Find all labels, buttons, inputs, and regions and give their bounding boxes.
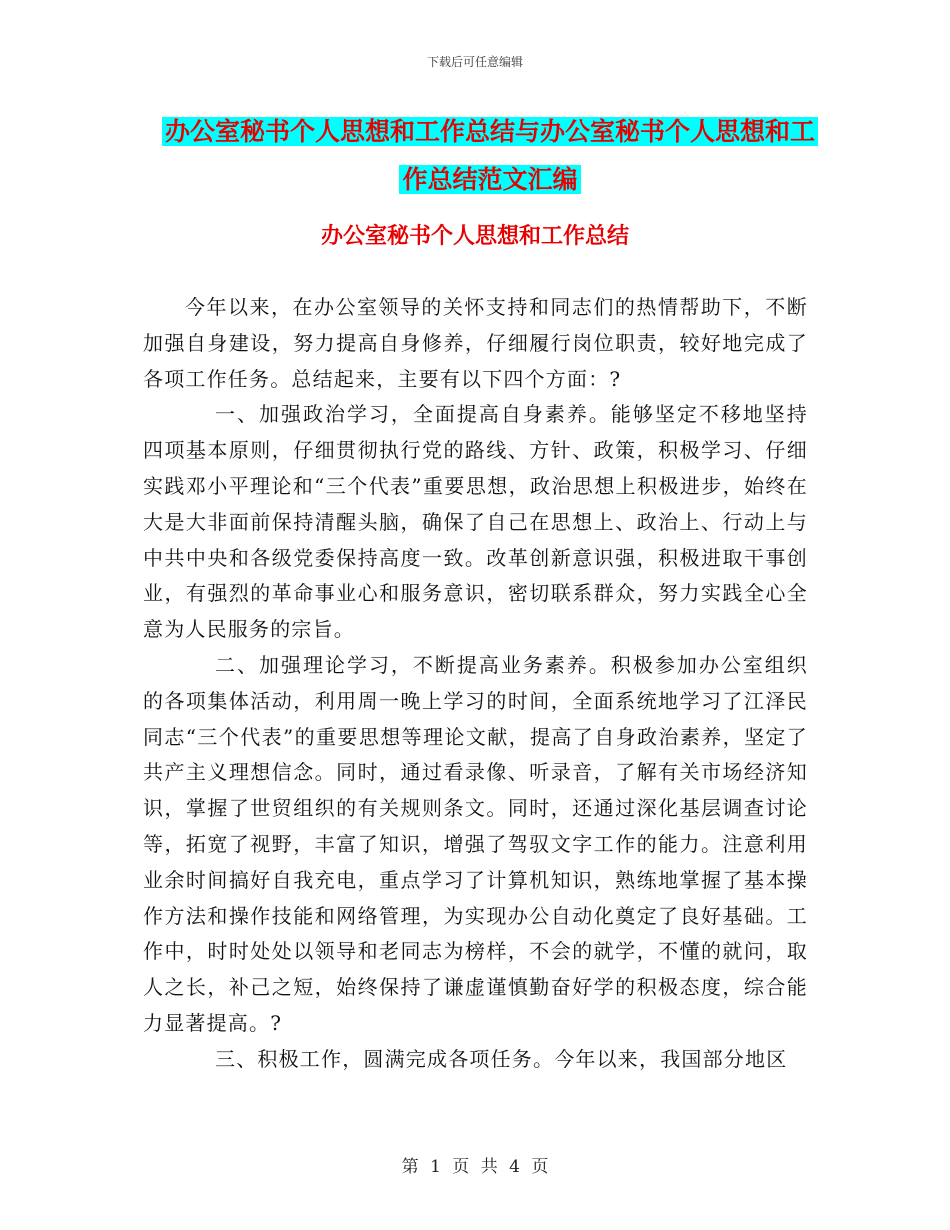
header-note: 下载后可任意编辑: [426, 55, 523, 69]
page-number-footer: 第 1 页 共 4 页: [401, 1157, 549, 1177]
section-title: 办公室秘书个人思想和工作总结: [320, 224, 629, 249]
paragraph-section-3: 三、积极工作，圆满完成各项任务。今年以来，我国部分地区: [215, 1046, 788, 1071]
paragraph-section-1: 一、加强政治学习，全面提高自身素养。能够坚定不移地坚持四项基本原则，仔细贯彻执行党的路线、方针、政策，积极学习、仔细实践邓小平理论和“三个代表”重要思想，政治思想上积极进步，始终在大是大非面前保持清醒头脑，确保了自己在思想上、政治上、行动上与中共中央和各级党委保持高度一致。改革创新意识强，积极进取干事创业，有强烈的革命事业心和服务意识，密切联系群众，努力实践全心全意为人民服务的宗旨。: [143, 402, 808, 642]
paragraph-section-2: 二、加强理论学习，不断提高业务素养。积极参加办公室组织的各项集体活动，利用周一晚上学习的时间，全面系统地学习了江泽民同志“三个代表”的重要思想等理论文献，提高了自身政治素养，坚定了共产主义理想信念。同时，通过看录像、听录音，了解有关市场经济知识，掌握了世贸组织的有关规则条文。同时，还通过深化基层调查讨论等，拓宽了视野，丰富了知识，增强了驾驭文字工作的能力。注意利用业余时间搞好自我充电，重点学习了计算机知识，熟练地掌握了基本操作方法和操作技能和网络管理，为实现办公自动化奠定了良好基础。工作中，时时处处以领导和老同志为榜样，不会的就学，不懂的就问，取人之长，补己之短，始终保持了谦虚谨慎勤奋好学的积极态度，综合能力显著提高。?: [143, 652, 808, 1035]
paragraph-intro: 今年以来，在办公室领导的关怀支持和同志们的热情帮助下，不断加强自身建设，努力提高自身修养，仔细履行岗位职责，较好地完成了各项工作任务。总结起来，主要有以下四个方面：?: [143, 295, 808, 391]
document-body: [143, 290, 808, 1078]
document-main-title: [160, 108, 820, 204]
main-title-text: 办公室秘书个人思想和工作总结与办公室秘书个人思想和工作总结范文汇编: [162, 117, 818, 194]
